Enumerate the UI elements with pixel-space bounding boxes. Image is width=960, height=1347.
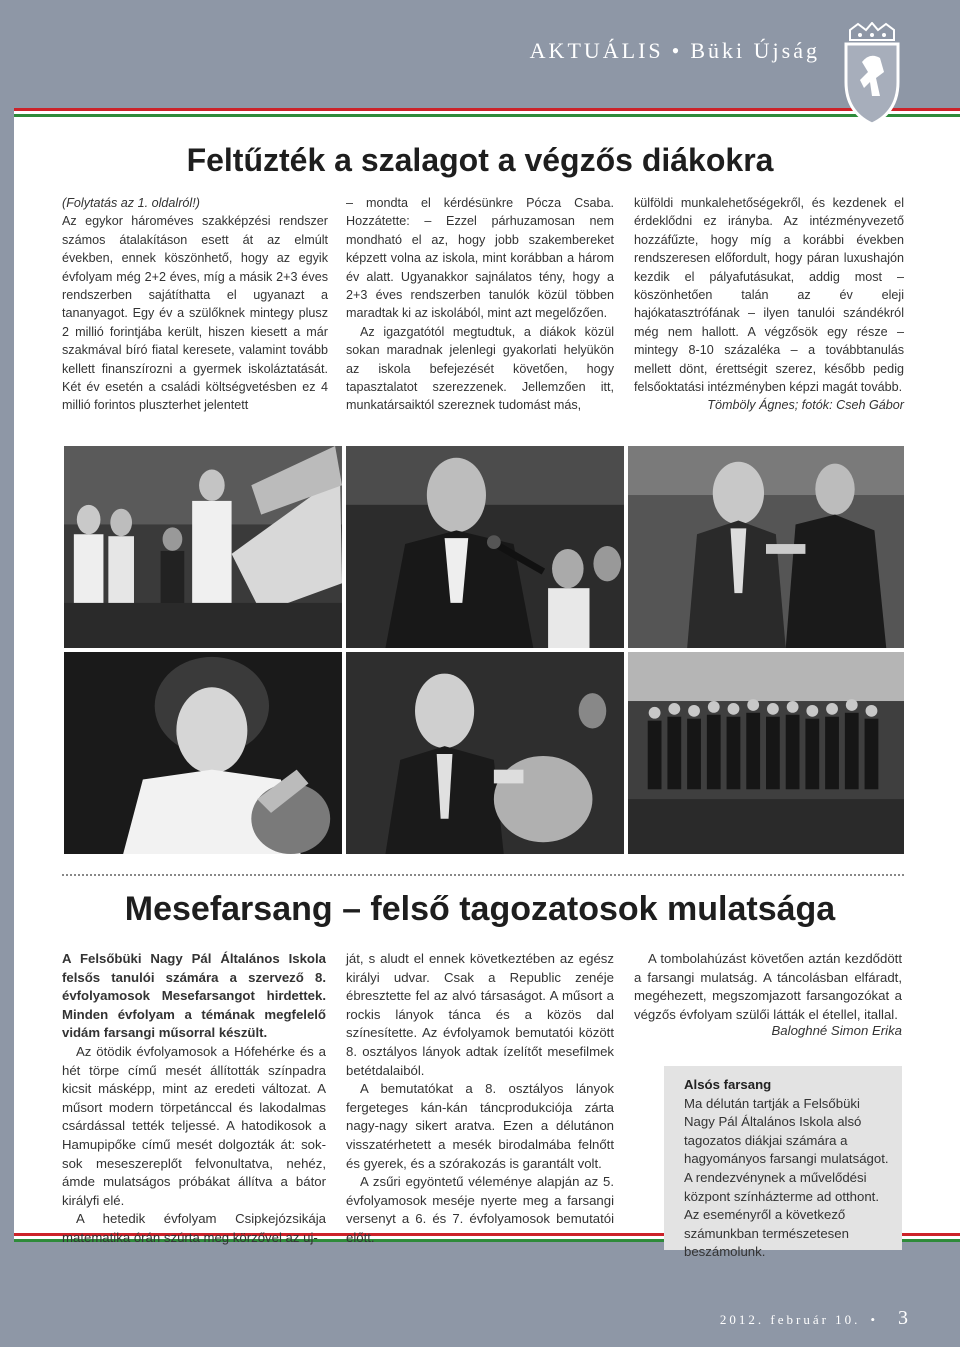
- article-divider: [62, 874, 904, 876]
- article-1-column-2: [346, 194, 614, 415]
- article-2-text-1: Az ötödik évfolyamosok a Hófehérke és a hét törpe című mesét állították színpadra kicsit másképp, mint az eredeti változat. A műsort modern törpetánccal és lakodalmas csárdással tették teljessé. A hatodikosok a Hamupipőke című mesét dolgozták át: sok-sok meseszereplőt felvonultatva, nehéz, ámde mulatságos próbákat állítva a bátor királyfi elé.: [62, 1043, 326, 1208]
- article-2-column-2: [346, 950, 614, 1248]
- article-2-column-1: [62, 950, 326, 1248]
- article-1-column-1: [62, 194, 328, 415]
- sidebar-box: [664, 1066, 902, 1260]
- article-2-lead: A Felsőbüki Nagy Pál Általános Iskola felsős tanulói számára a szervező 8. évfolyamosok Mesefarsangot hirdettek. Minden évfolyam a témának megfelelő vidám farsangi műsorral készült.: [62, 951, 326, 1041]
- issue-date: 2012. február 10.: [719, 1312, 861, 1327]
- article-1-text-4: külföldi munkalehetőségekről, és kezdenek el érdeklődni ez irányba. Az intézményvezető hozzáfűzte, hogy míg a korábbi években rendszeresen előfordult, hogy páran luxushajón kezdik el pályafutásukat, addig most – köszönhetően talán az év eleji hajókatasztrófának – ilyen tanulói szándékról még nem hallott. A végzősök egy része – mintegy 8-10 százaléka – a továbbtanulás mellett dönt, érettségit szerez, később pedig felsőoktatási intézményben képzi magát tovább.: [634, 196, 904, 395]
- photo-flag-ceremony: [62, 444, 344, 650]
- article-2-text-3: ját, s aludt el ennek következtében az egész királyi udvar. Csak a Republic zenéje ébresztette fel az alvó társaságot. A műsort a rockis lányok tánca és a közös dal színesítette. Az évfolyamok bemutatói között 8. osztályos lányok adtak ízelítőt mesefilmek betétdalaiból.: [346, 951, 614, 1078]
- article-1-text-3: Az igazgatótól megtudtuk, a diákok közül sokan maradnak jelenlegi gyakorlati helyükön az iskola befejezését követően, hogy tapasztalatot szerezzenek. Jellemzően itt, munkatársaiktól szereznek tudomást más,: [346, 324, 614, 413]
- article-2-text-2: A hetedik évfolyam Csipkejózsikája matematika órán szúrta meg körzővel az uj-: [62, 1211, 326, 1245]
- article-1-text-1: Az egykor hároméves szakképzési rendszer számos átalakításon esett át az elmúlt években, ennek köszönhető, hogy az egyik évfolyam még 2+2 éves, míg a másik 2+3 éves rendszerben sajátíthatta el ugyanazt a tananyagot. Egy év a szülőknek mintegy plusz 2 millió forintjába került, hiszen kiesett a már szakmával bíró fiatal keresete, valamint tovább kellett finanszírozni a gyermek iskoláztatását. Két év esetén a családi költségvetésben ez 4 millió forintos pluszterhet jelentett: [62, 214, 328, 413]
- article-1-credit: Tömböly Ágnes; fotók: Cseh Gábor: [707, 398, 904, 413]
- article-2-title: Mesefarsang – felső tagozatosok mulatsága: [124, 890, 836, 928]
- section-label: AKTUÁLIS: [529, 38, 664, 63]
- footer-separator: •: [870, 1312, 878, 1327]
- photo-pinning-ribbon-boy: [344, 650, 626, 856]
- article-2-text-4: A bemutatókat a 8. osztályos lányok fergeteges kán-kán táncprodukciója zárta nagy-nagy sikert aratva. Ezen a délutánon visszatérhetett a mesék birodalmába felnőtt és gyerek, és a szórakozás is garantált volt.: [346, 1081, 614, 1171]
- photo-speaker-microphone: [344, 444, 626, 650]
- photo-pinning-ribbon-man: [626, 444, 906, 650]
- header-separator: •: [671, 38, 683, 63]
- flag-stripe-green: [14, 114, 960, 117]
- town-crest-icon: [840, 22, 904, 126]
- article-2-credit: Baloghné Simon Erika: [771, 1023, 902, 1039]
- running-footer: [720, 1307, 908, 1330]
- sidebar-content: [684, 1076, 894, 1262]
- article-1-column-3: [634, 194, 904, 415]
- sidebar-text: Ma délután tartják a Felsőbüki Nagy Pál Általános Iskola alsó tagozatos diákjai számára a hagyományos farsangi mulatságot. A rendezvénynek a művelődési központ színházterme ad otthont. Az eseményről a következő számunkban természetesen beszámolunk.: [684, 1095, 889, 1260]
- article-1-text-2: – mondta el kérdésünkre Pócza Csaba. Hozzátette: – Ezzel párhuzamosan nem mondható el az, hogy jobb szakembereket képzett volna az iskola, mint korábban a három év alatt. Ugyanakkor sajnálatos tény, hogy a 2+3 éves rendszerben tanulók közül többen maradtak ki az iskolából, mint azt megelőzően.: [346, 196, 614, 321]
- article-2-text-6: A tombolahúzást követően aztán kezdődött a farsangi mulatság. A táncolásban elfáradt, megéhezett, megszomjazott farsangozókat a végzős évfolyam szülői látták el étellel, itallal.: [634, 951, 902, 1022]
- photo-students-on-stage: [626, 650, 906, 856]
- publication-name: Büki Újság: [690, 38, 820, 63]
- page-number: 3: [898, 1307, 908, 1329]
- photo-pinning-ribbon-girl: [62, 650, 344, 856]
- article-1-title: Feltűzték a szalagot a végzős diákokra: [186, 142, 774, 178]
- sidebar-title: Alsós farsang: [684, 1077, 772, 1092]
- article-2-text-5: A zsűri egyöntetű véleménye alapján az 5. évfolyamosok meséje nyerte meg a farsangi versenyt a 6. és 7. évfolyamosok bemutatói előtt.: [346, 1174, 614, 1245]
- photo-collage: [62, 444, 906, 856]
- left-margin-strip: [0, 0, 14, 1347]
- article-2-column-3: [634, 950, 902, 1041]
- running-header: [530, 38, 820, 64]
- continued-note: (Folytatás az 1. oldalról!): [62, 196, 200, 210]
